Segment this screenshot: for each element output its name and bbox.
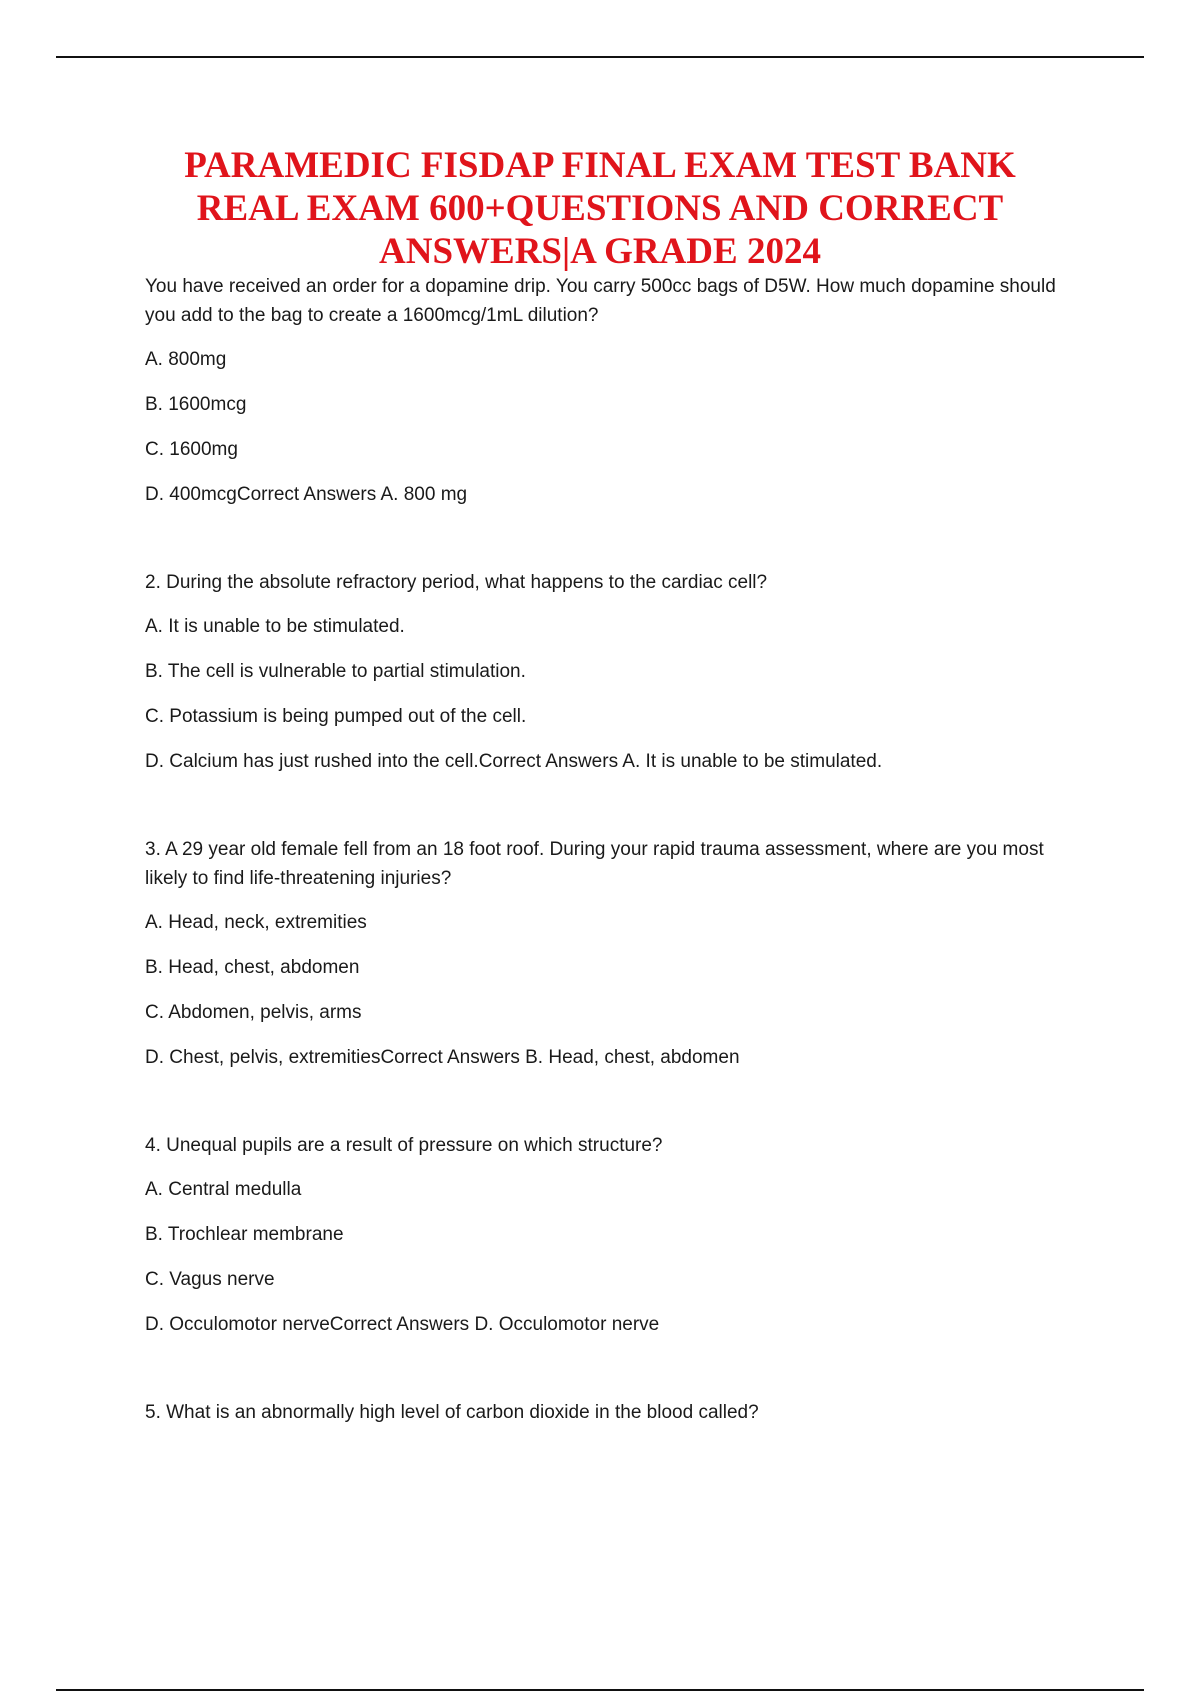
answer-option: C. 1600mg [145,439,238,460]
answer-option-with-correct-answer: D. Chest, pelvis, extremitiesCorrect Answers B. Head, chest, abdomen [145,1047,740,1068]
answer-option: B. Trochlear membrane [145,1224,344,1245]
answer-option: C. Abdomen, pelvis, arms [145,1002,362,1023]
question-text: 4. Unequal pupils are a result of pressure on which structure? [145,1135,663,1156]
title-line-3: ANSWERS|A GRADE 2024 [379,231,821,272]
question-block [145,568,1080,776]
answer-option: C. Potassium is being pumped out of the cell. [145,706,527,727]
question-text: 2. During the absolute refractory period, what happens to the cardiac cell? [145,572,768,593]
answer-option-with-correct-answer: D. Calcium has just rushed into the cell.Correct Answers A. It is unable to be stimulated. [145,751,883,772]
question-text: 3. A 29 year old female fell from an 18 foot roof. During your rapid trauma assessment, where are you most likely to find life-threatening injuries? [145,839,1044,889]
question-block [145,1131,1080,1339]
answer-option: A. 800mg [145,349,227,370]
answer-option: C. Vagus nerve [145,1269,275,1290]
title-line-2: REAL EXAM 600+QUESTIONS AND CORRECT [196,188,1004,229]
answer-option: A. Head, neck, extremities [145,912,367,933]
question-text: 5. What is an abnormally high level of carbon dioxide in the blood called? [145,1402,759,1423]
bottom-rule [56,1689,1144,1691]
answer-option: B. The cell is vulnerable to partial stimulation. [145,661,526,682]
answer-option: A. It is unable to be stimulated. [145,616,405,637]
answer-option-with-correct-answer: D. 400mcgCorrect Answers A. 800 mg [145,484,468,505]
answer-option-with-correct-answer: D. Occulomotor nerveCorrect Answers D. Occulomotor nerve [145,1314,660,1335]
question-block [145,1398,1080,1427]
title-line-1: PARAMEDIC FISDAP FINAL EXAM TEST BANK [184,145,1016,186]
answer-option: A. Central medulla [145,1179,302,1200]
answer-option: B. Head, chest, abdomen [145,957,360,978]
question-list [145,272,1080,1427]
question-text: You have received an order for a dopamine drip. You carry 500cc bags of D5W. How much dopamine should you add to the bag to create a 1600mcg/1mL dilution? [145,276,1056,326]
document-title [120,144,1080,273]
question-block [145,272,1080,509]
top-rule [56,56,1144,58]
answer-option: B. 1600mcg [145,394,247,415]
question-block [145,835,1080,1072]
